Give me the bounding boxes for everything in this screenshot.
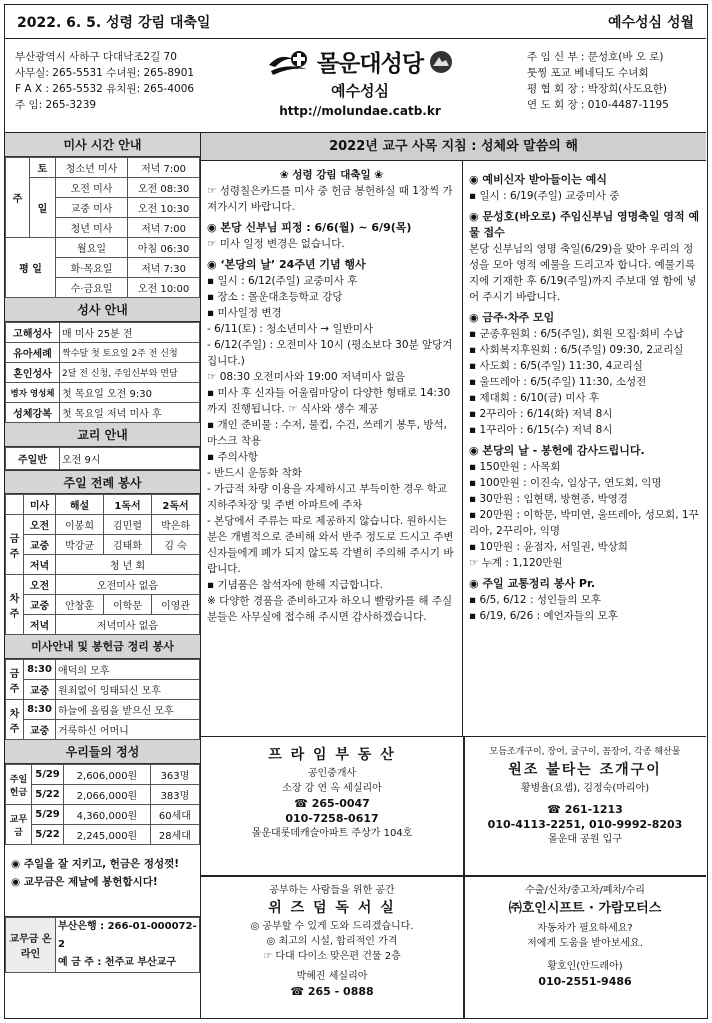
- church-logo-icon: [267, 47, 311, 77]
- cell: 오전: [24, 575, 56, 595]
- online-account-table: [5, 917, 200, 973]
- cell: 오전: [24, 515, 56, 535]
- cell: 첫 목요일 저녁 미사 후: [60, 403, 200, 423]
- catechism-table: [5, 447, 200, 470]
- cell: 2,245,000원: [64, 825, 151, 845]
- cell: 383명: [150, 785, 199, 805]
- sacrament-table: [5, 322, 200, 423]
- ad-motors: [464, 883, 706, 989]
- cell: 저녁 7:00: [128, 218, 200, 238]
- cell: 병자 영성체: [6, 383, 60, 403]
- cell: 평 일: [6, 238, 56, 298]
- cell: 차주: [6, 575, 24, 635]
- notice-column-1: [201, 161, 463, 736]
- ad-phone: ☎ 265-0047: [294, 797, 370, 810]
- notice-line: ▪ 1꾸리아 : 6/15(수) 저녁 8시: [469, 424, 613, 436]
- pastor-line: 주 임 신 부 : 문성호(바 오 로): [527, 51, 664, 63]
- notice-line: ❀ 성령 강림 대축일 ❀: [279, 169, 384, 181]
- note-line: ◉ 주일을 잘 지키고, 헌금은 정성껏!: [11, 858, 180, 870]
- cell: 저녁 7:00: [128, 158, 200, 178]
- cell: 원죄없이 잉태되신 모후: [56, 680, 200, 700]
- notice-line: ▪ 장소 : 몰운대초등학교 강당: [207, 291, 343, 303]
- cell: 교중: [24, 720, 56, 740]
- left-column: [5, 133, 201, 1019]
- cell: 저녁: [24, 615, 56, 635]
- notice-line: ▪ 30만원 : 임현택, 방현종, 박영경: [469, 493, 628, 505]
- bulletin-page: [4, 4, 708, 1019]
- ad-phone: 010-7258-0617: [285, 812, 379, 825]
- cell: 첫 목요일 오전 9:30: [60, 383, 200, 403]
- ad-text: 자동차가 필요하세요?: [537, 923, 633, 934]
- notice-line: ▪ 20만원 : 이학문, 박미연, 울뜨레아, 성모회, 1꾸리아, 2꾸리아, 익명: [469, 509, 699, 537]
- notice-line: ▪ 제대회 : 6/10(금) 미사 후: [469, 392, 600, 404]
- notice-line: - 본당에서 주류는 따로 제공하지 않습니다. 원하시는 분은 개별적으로 준비해 와서 반주 정도로 드시고 주변 신자들에게 폐가 되지 않도록 각별히 주의해 주시기 바랍니다.: [207, 515, 454, 575]
- notice-line: ▪ 사회복지후원회 : 6/5(주일) 09:30, 2교리실: [469, 344, 684, 356]
- cell: 애덕의 모후: [56, 660, 200, 680]
- catechism-title: 교리 안내: [5, 423, 200, 447]
- sisters-line: 툿찡 포교 베네딕도 수녀회: [527, 67, 649, 79]
- notice-line: - 6/12(주일) : 오전미사 10시 (평소보다 30분 앞당겨집니다.): [207, 339, 453, 367]
- ad-text: ◎ 최고의 시설, 합리적인 가격: [266, 936, 398, 947]
- cell: 짝수달 첫 토요일 2주 전 신청: [60, 343, 200, 363]
- patron-title: 예수성심: [331, 82, 389, 100]
- notice-line: ▪ 6/19, 6/26 : 예언자들의 모후: [469, 610, 618, 622]
- notice-line: - 가급적 차량 이용을 자제하시고 부득이한 경우 학교 지하주차장 및 주변 아파트에 주차: [207, 483, 448, 511]
- cell: 1독서: [104, 495, 152, 515]
- mass-times-title: 미사 시간 안내: [5, 133, 200, 157]
- cell: 해설: [56, 495, 104, 515]
- notice-line: ▪ 사도회 : 6/5(주일) 11:30, 4교리실: [469, 360, 643, 372]
- cell: 토: [30, 158, 56, 178]
- notice-line: ▪ 일시 : 6/19(주일) 교중미사 중: [469, 190, 620, 202]
- ad-realestate: [201, 745, 463, 841]
- notice-line: ▪ 일시 : 6/12(주일) 교중미사 후: [207, 275, 358, 287]
- cell: 주일반: [6, 448, 60, 470]
- notice-heading: ◉ 금주·차주 모임: [469, 311, 555, 324]
- notice-heading: ◉ 문성호(바오로) 주임신부님 영명축일 영적 예물 접수: [469, 210, 700, 239]
- notice-heading: ◉ 주일 교통정리 봉사 Pr.: [469, 577, 596, 590]
- ad-phone: 010-4113-2251, 010-9992-8203: [487, 818, 683, 831]
- devotion-table: [5, 764, 200, 845]
- ad-text: 모듬조개구이, 장어, 굴구이, 꼼장어, 각종 해산물: [489, 747, 681, 757]
- notice-line: ▪ 기념품은 참석자에 한해 지급합니다.: [207, 579, 383, 591]
- notice-line: 본당 신부님의 영명 축일(6/29)을 맞아 우리의 정성을 모아 영적 예물을 드리고자 합니다. 예물기록지에 기재한 후 6/19(주일)까지 주보대 옆 함에 넣어 주시기 바랍니다.: [469, 243, 697, 303]
- ad-text: 저에게 도움을 받아보세요.: [527, 938, 643, 949]
- cell: 청소년 미사: [56, 158, 128, 178]
- ad-text: 공인중개사: [307, 768, 357, 779]
- ad-text: ☞ 다대 다이소 맞은편 건물 2층: [263, 951, 401, 962]
- mass-times-table: [5, 157, 200, 298]
- notice-heading: ◉ ‘본당의 날’ 24주년 기념 행사: [207, 258, 366, 271]
- contact-info: [15, 49, 194, 113]
- notice-line: ▪ 군종후원회 : 6/5(주일), 회원 모집·회비 수납: [469, 328, 684, 340]
- notice-heading: ◉ 본당 신부님 피정 : 6/6(월) ~ 6/9(목): [207, 221, 412, 234]
- ad-text: 공부하는 사람들을 위한 공간: [269, 885, 395, 896]
- ad-title: 원조 불타는 조개구이: [508, 762, 662, 778]
- cell: 28세대: [150, 825, 199, 845]
- notice-line: ※ 다양한 경품을 준비하고자 하오니 빨랑카를 해 주실 분들은 사무실에 접수해 주시면 감사하겠습니다.: [207, 595, 453, 623]
- account-holder: 예 금 주 : 천주교 부산교구: [58, 957, 177, 968]
- ad-title: ㈜호인시프트 · 가람모터스: [508, 901, 662, 916]
- notice-line: ☞ 미사 일정 변경은 없습니다.: [207, 238, 345, 250]
- cell: 오전 9시: [60, 448, 200, 470]
- ad-phone: ☎ 265 - 0888: [290, 985, 374, 998]
- right-area: [201, 133, 706, 1019]
- cell: 수·금요일: [56, 278, 128, 298]
- cell: 매 미사 25분 전: [60, 323, 200, 343]
- cell: 고해성사: [6, 323, 60, 343]
- cell: 성체강복: [6, 403, 60, 423]
- notice-line: ☞ 08:30 오전미사와 19:00 저녁미사 없음: [207, 371, 406, 383]
- bank-account: 부산은행 : 266-01-000072-2: [58, 921, 197, 950]
- ad-title: 프 라 임 부 동 산: [268, 747, 396, 763]
- council-line: 평 협 회 장 : 박장희(사도요한): [527, 83, 667, 95]
- ad-text: 몰운대 공원 입구: [548, 834, 622, 845]
- notice-line: ▪ 개인 준비물 : 수저, 물컵, 수건, 쓰레기 봉투, 방석, 마스크 착용: [207, 419, 447, 447]
- liturgy-title: 주일 전례 봉사: [5, 470, 200, 494]
- cell: 4,360,000원: [64, 805, 151, 825]
- cell: 5/22: [32, 785, 64, 805]
- cell: 교무금: [6, 805, 32, 845]
- cell: 김 숙: [152, 535, 200, 555]
- staff-info: [527, 49, 669, 113]
- cell: 60세대: [150, 805, 199, 825]
- notice-column-2: [463, 161, 706, 736]
- cell: 오전 미사: [56, 178, 128, 198]
- cell: 5/29: [32, 805, 64, 825]
- cell: 청년 미사: [56, 218, 128, 238]
- cell: 저녁미사 없음: [56, 615, 200, 635]
- cell: 금주: [6, 660, 24, 700]
- ads-area: [201, 736, 706, 1019]
- cell: 오전 10:00: [128, 278, 200, 298]
- cell: 박은하: [152, 515, 200, 535]
- cell: 오전 08:30: [128, 178, 200, 198]
- notice-line: ▪ 주의사항: [207, 451, 259, 463]
- cell: 오전미사 없음: [56, 575, 200, 595]
- cell: 거룩하신 어머니: [56, 720, 200, 740]
- ad-phone: 010-2551-9486: [538, 975, 632, 988]
- top-bar: [5, 5, 706, 39]
- pastor-phone-line: 주 임: 265-3239: [15, 99, 97, 111]
- cell: 2독서: [152, 495, 200, 515]
- fax-line: F A X : 265-5532 유치원: 265-4006: [15, 83, 195, 95]
- diocese-banner: 2022년 교구 사목 지침 : 성체와 말씀의 해: [201, 133, 706, 161]
- cell: 5/29: [32, 765, 64, 785]
- church-logo-block: [245, 45, 475, 118]
- cell: 이학문: [104, 595, 152, 615]
- cell: 363명: [150, 765, 199, 785]
- ad-text: ◎ 공부할 수 있게 도와 드리겠습니다.: [250, 921, 414, 932]
- cell: 교중: [24, 680, 56, 700]
- notice-line: ▪ 미사일정 변경: [207, 307, 282, 319]
- cell: 안창훈: [56, 595, 104, 615]
- ad-text: 황병율(요셉), 김정숙(마리아): [520, 783, 650, 794]
- cell: 2달 전 신청, 주임신부와 면담: [60, 363, 200, 383]
- cell: 교중 미사: [56, 198, 128, 218]
- liturgy-table: [5, 494, 200, 635]
- notice-line: ▪ 미사 후 신자들 어울림마당이 다양한 형태로 14:30까지 진행됩니다. ☞ 식사와 생수 제공: [207, 387, 451, 415]
- offering-service-table: [5, 659, 200, 740]
- notice-heading: ◉ 본당의 날 - 봉헌에 감사드립니다.: [469, 444, 645, 457]
- address-line: 부산광역시 사하구 다대낙조2길 70: [15, 51, 177, 63]
- notice-line: ▪ 150만원 : 사목회: [469, 461, 561, 473]
- cell: 혼인성사: [6, 363, 60, 383]
- cell: [6, 495, 24, 515]
- devotion-title: 우리들의 정성: [5, 740, 200, 764]
- cell: 오전 10:30: [128, 198, 200, 218]
- ad-text: 박혜진 세실리아: [296, 971, 368, 982]
- cell: 5/22: [32, 825, 64, 845]
- ad-text: 황호인(안드레아): [547, 961, 623, 972]
- cell: 월요일: [56, 238, 128, 258]
- cell: 차주: [6, 700, 24, 740]
- notice-line: - 6/11(토) : 청소년미사 → 일반미사: [207, 323, 374, 335]
- offering-notes: [5, 845, 200, 917]
- notice-line: ▪ 2꾸리아 : 6/14(화) 저녁 8시: [469, 408, 613, 420]
- offering-service-title: 미사안내 및 봉헌금 정리 봉사: [5, 635, 200, 659]
- cell: 일: [30, 178, 56, 238]
- cell: 이봉희: [56, 515, 104, 535]
- cell: 화·목요일: [56, 258, 128, 278]
- cell: 저녁 7:30: [128, 258, 200, 278]
- church-seal-icon: [429, 50, 453, 74]
- cell: 유아세례: [6, 343, 60, 363]
- cell: 김태화: [104, 535, 152, 555]
- cell: 미사: [24, 495, 56, 515]
- cell: 청 년 회: [56, 555, 200, 575]
- notice-line: - 반드시 운동화 착화: [207, 467, 302, 479]
- notice-line: ☞ 누계 : 1,120만원: [469, 557, 563, 569]
- cell: 교중: [24, 535, 56, 555]
- cell: 김민렬: [104, 515, 152, 535]
- cell: 금주: [6, 515, 24, 575]
- website-url[interactable]: http://molundae.catb.kr: [279, 104, 441, 118]
- notice-line: ▪ 10만원 : 윤점자, 서일권, 박상희: [469, 541, 628, 553]
- issue-date: 2022. 6. 5. 성령 강림 대축일: [17, 14, 211, 31]
- cell: 8:30: [24, 700, 56, 720]
- cell: 하늘에 올림을 받으신 모후: [56, 700, 200, 720]
- notice-line: ▪ 울뜨레아 : 6/5(주일) 11:30, 소성전: [469, 376, 647, 388]
- cell: 이영관: [152, 595, 200, 615]
- sacrament-title: 성사 안내: [5, 298, 200, 322]
- notice-line: ▪ 6/5, 6/12 : 성인들의 모후: [469, 594, 602, 606]
- cell: 저녁: [24, 555, 56, 575]
- cell: 교중: [24, 595, 56, 615]
- ad-text: 소장 강 연 옥 세실리아: [282, 783, 382, 794]
- liturgical-month: 예수성심 성월: [607, 14, 694, 31]
- cell: 2,606,000원: [64, 765, 151, 785]
- ad-text: 수출/신차/중고차/폐차/수리: [525, 885, 645, 896]
- ad-phone: ☎ 261-1213: [547, 803, 623, 816]
- cell: 주일 헌금: [6, 765, 32, 805]
- notice-heading: ◉ 예비신자 받아들이는 예식: [469, 173, 607, 186]
- ad-text: 몰운대롯데캐슬아파트 주상가 104호: [251, 828, 413, 839]
- note-line: ◉ 교무금은 제날에 봉헌합시다!: [11, 876, 158, 888]
- cell: 주: [6, 158, 30, 238]
- cell: 교무금 온라인: [6, 918, 56, 973]
- header: [5, 39, 706, 133]
- church-name: 몰운대성당: [316, 51, 424, 77]
- cell: 아침 06:30: [128, 238, 200, 258]
- yeondo-line: 연 도 회 장 : 010-4487-1195: [527, 99, 669, 111]
- cell: 박강균: [56, 535, 104, 555]
- ad-seafood: [464, 745, 706, 847]
- notice-line: ▪ 100만원 : 이진숙, 임상구, 연도회, 익명: [469, 477, 662, 489]
- ad-study-room: [201, 883, 463, 999]
- notice-line: ☞ 성령칠은카드를 미사 중 헌금 봉헌하실 때 1장씩 가져가시기 바랍니다.: [207, 185, 453, 213]
- phone-line: 사무실: 265-5531 수녀원: 265-8901: [15, 67, 195, 79]
- cell: 2,066,000원: [64, 785, 151, 805]
- cell: 8:30: [24, 660, 56, 680]
- ad-title: 위 즈 덤 독 서 실: [268, 900, 396, 916]
